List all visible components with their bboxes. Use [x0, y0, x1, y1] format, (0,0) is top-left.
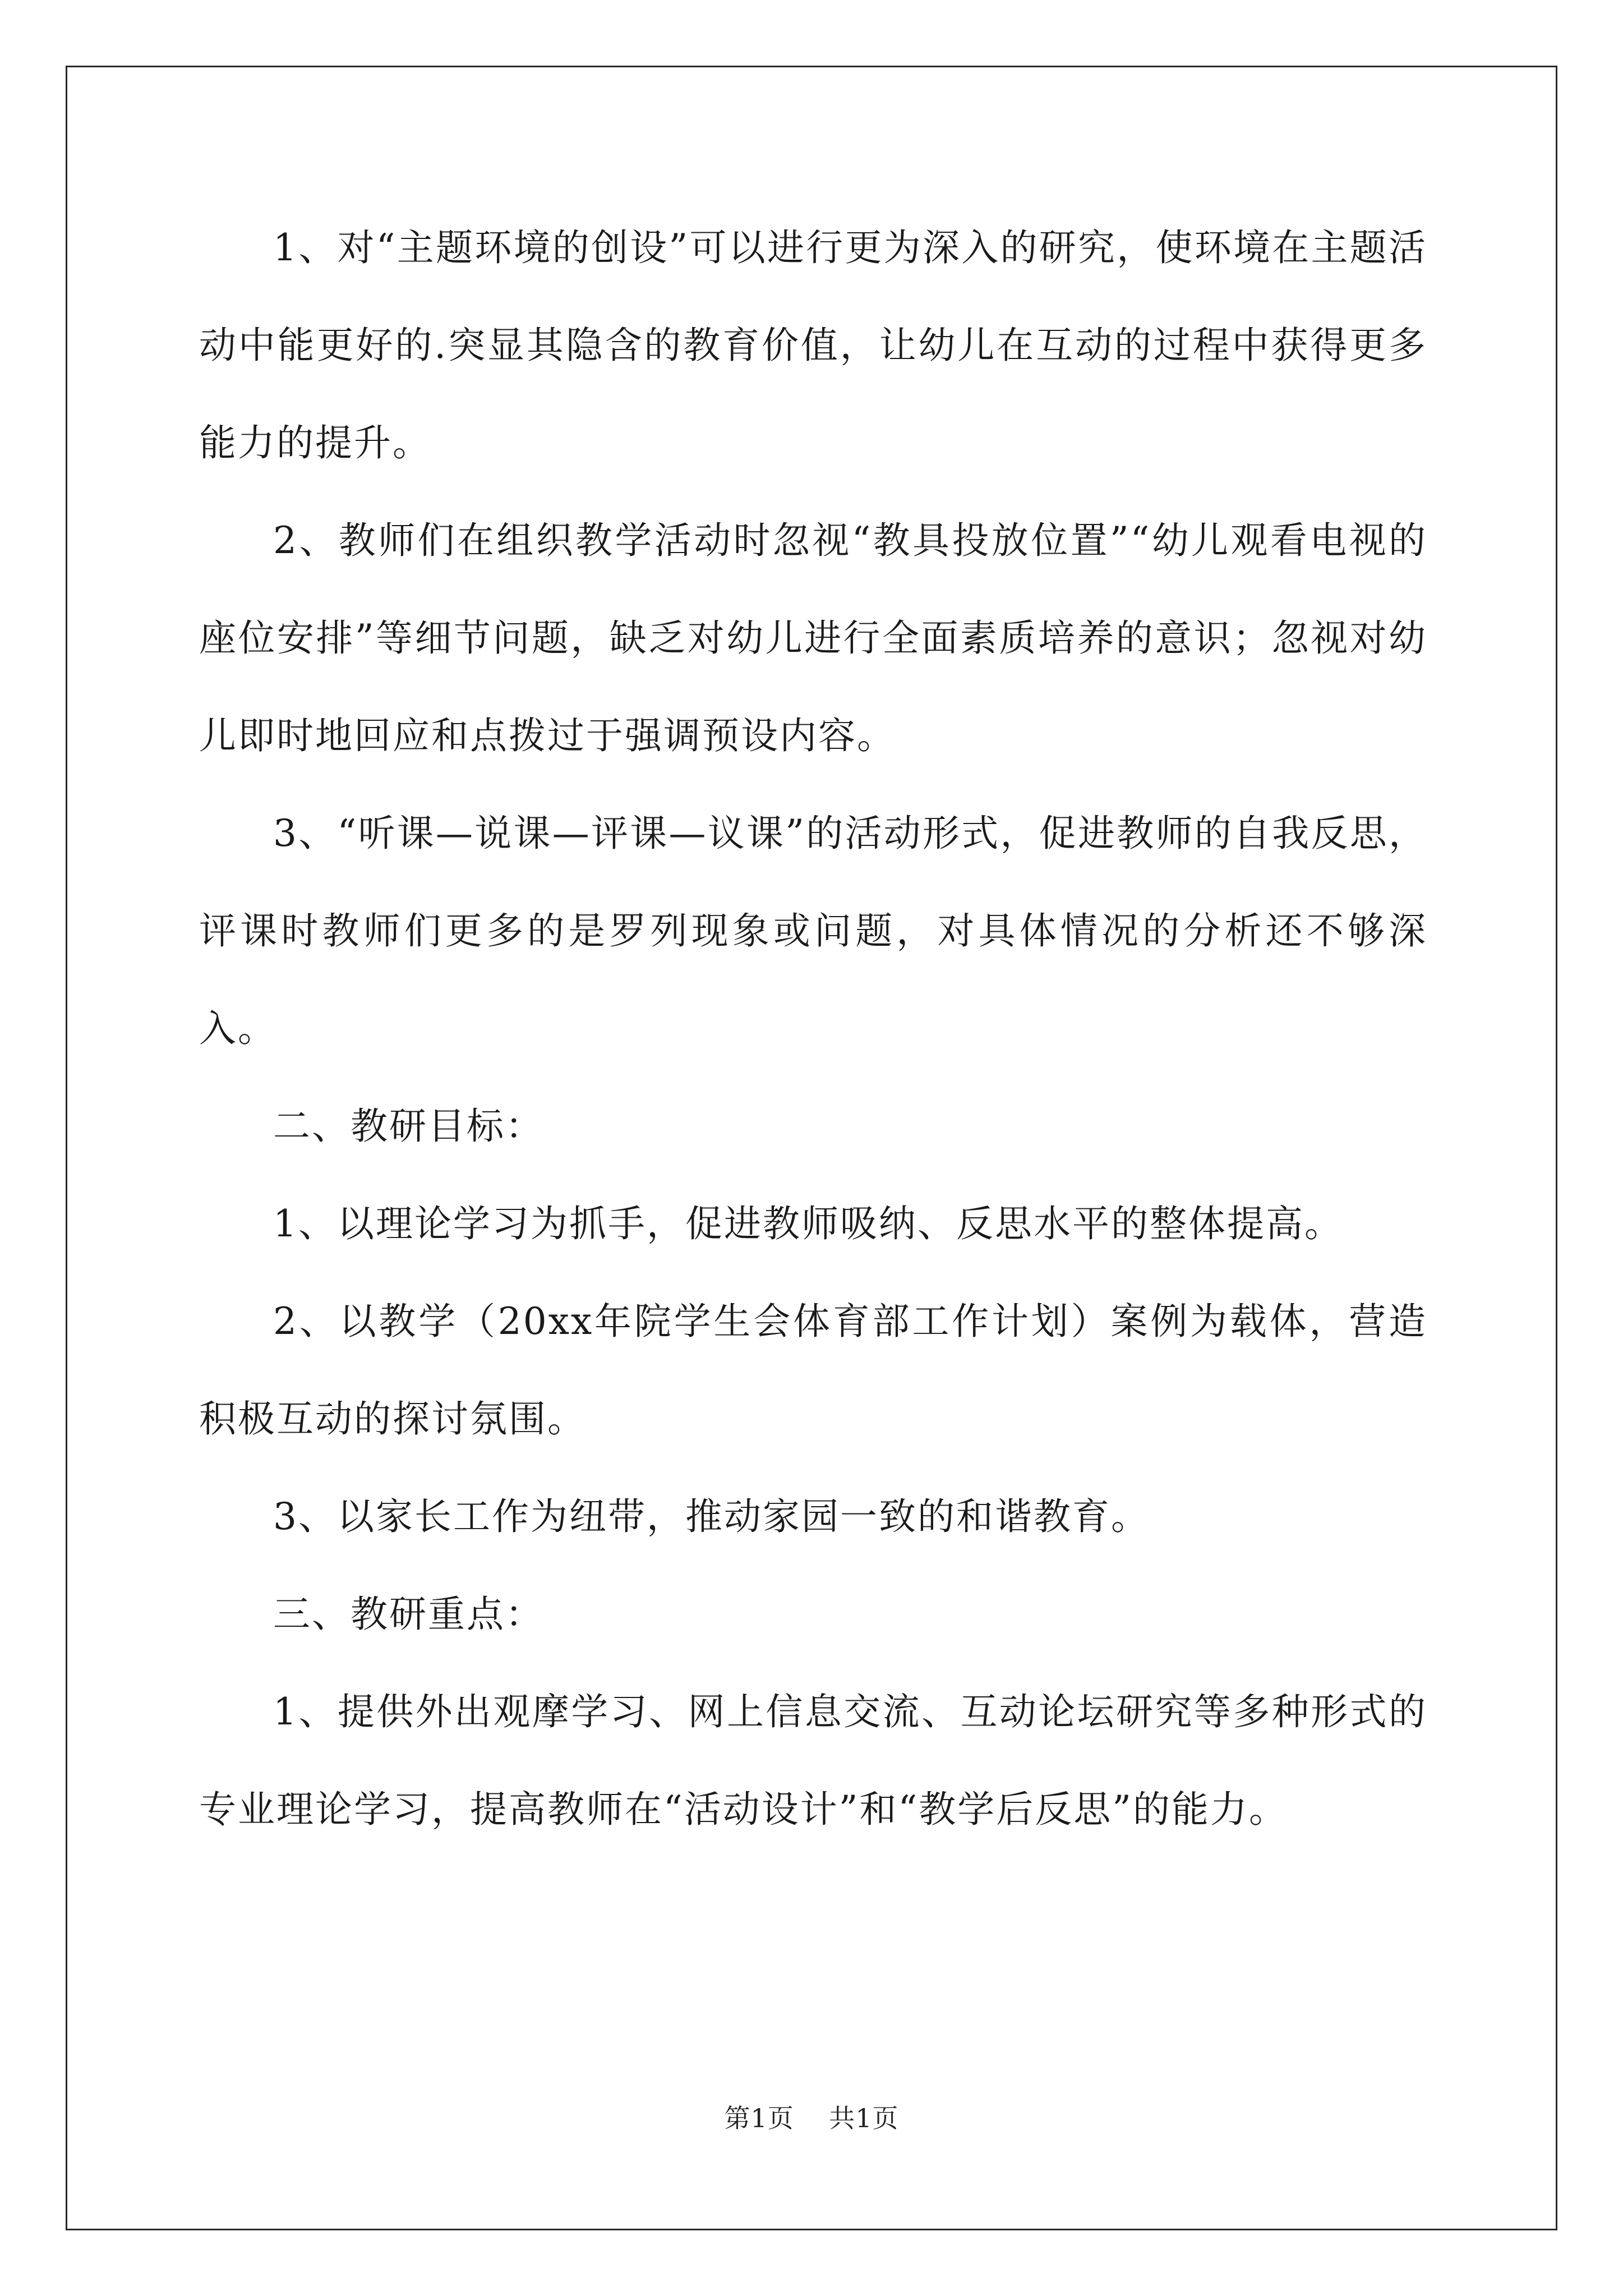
paragraph-2: 2、教师们在组织教学活动时忽视“教具投放位置”“幼儿观看电视的座位安排”等细节问题，缺乏对幼儿进行全面素质培养的意识；忽视对幼儿即时地回应和点拨过于强调预设内容。	[199, 519, 1427, 757]
page-footer	[0, 2098, 1623, 2135]
section-heading-goals: 二、教研目标：	[273, 1105, 544, 1148]
section-heading-focus: 三、教研重点：	[273, 1593, 544, 1636]
paragraph-goal-2: 2、以教学（20xx年院学生会体育部工作计划）案例为载体，营造积极互动的探讨氛围。	[199, 1300, 1427, 1441]
paragraph-goal-1: 1、以理论学习为抓手，促进教师吸纳、反思水平的整体提高。	[273, 1202, 1343, 1245]
paragraph-1: 1、对“主题环境的创设”可以进行更为深入的研究，使环境在主题活动中能更好的.突显其隐含的教育价值，让幼儿在互动的过程中获得更多能力的提升。	[199, 226, 1427, 464]
paragraph-focus-1: 1、提供外出观摩学习、网上信息交流、互动论坛研究等多种形式的专业理论学习，提高教师在“活动设计”和“教学后反思”的能力。	[199, 1690, 1427, 1831]
paragraph-3: 3、“听课—说课—评课—议课”的活动形式，促进教师的自我反思，评课时教师们更多的是罗列现象或问题，对具体情况的分析还不够深入。	[199, 812, 1427, 1050]
document-body	[199, 199, 1427, 1858]
page-number: 第1页	[724, 2103, 794, 2133]
paragraph-goal-3: 3、以家长工作为纽带，推动家园一致的和谐教育。	[273, 1495, 1150, 1538]
page-total: 共1页	[829, 2103, 899, 2133]
